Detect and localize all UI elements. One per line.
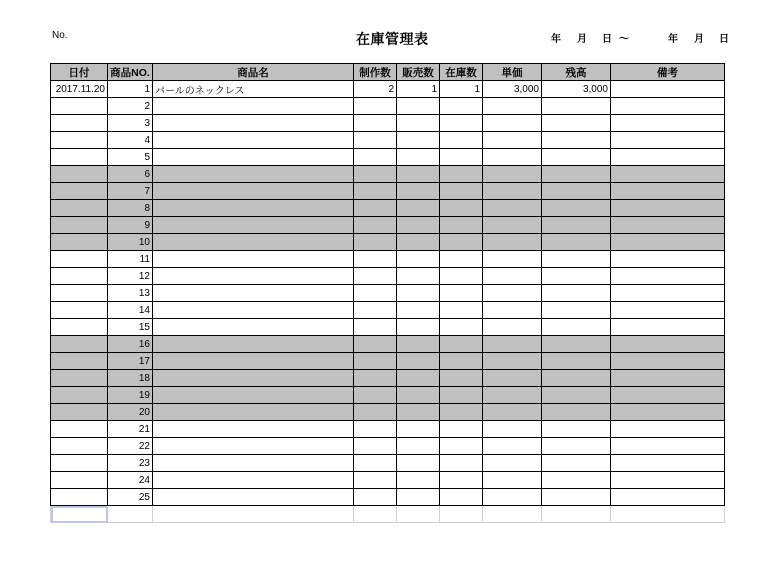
- table-row: [51, 336, 725, 353]
- cell-stock-qty[interactable]: [440, 455, 483, 472]
- cell-remarks[interactable]: [611, 370, 725, 387]
- cell-sales-qty[interactable]: [397, 404, 440, 421]
- cell-stock-qty[interactable]: [440, 183, 483, 200]
- period-start-day-label: 日: [602, 34, 612, 45]
- cell-product-name[interactable]: [153, 489, 354, 506]
- cell-production-qty[interactable]: [354, 217, 397, 234]
- cell-sales-qty[interactable]: [397, 166, 440, 183]
- cell-product-name[interactable]: [153, 166, 354, 183]
- cell-product-name[interactable]: [153, 285, 354, 302]
- period-start-year-label: 年: [551, 34, 561, 45]
- cell-product-name[interactable]: [153, 234, 354, 251]
- cell-product-no[interactable]: 7: [108, 183, 153, 200]
- cell-unit-price[interactable]: [483, 472, 542, 489]
- cell-unit-price[interactable]: [483, 234, 542, 251]
- cell-product-name[interactable]: [153, 251, 354, 268]
- cell-product-name[interactable]: パールのネックレス: [153, 81, 354, 98]
- cell-sales-qty[interactable]: [397, 183, 440, 200]
- empty-cell[interactable]: [542, 506, 611, 523]
- cell-unit-price[interactable]: [483, 268, 542, 285]
- cell-balance[interactable]: [542, 268, 611, 285]
- cell-balance[interactable]: [542, 132, 611, 149]
- empty-row: [51, 506, 725, 523]
- cell-date[interactable]: [51, 455, 108, 472]
- cell-unit-price[interactable]: [483, 251, 542, 268]
- cell-stock-qty[interactable]: [440, 166, 483, 183]
- cell-remarks[interactable]: [611, 387, 725, 404]
- cell-unit-price[interactable]: [483, 200, 542, 217]
- cell-remarks[interactable]: [611, 234, 725, 251]
- cell-sales-qty[interactable]: [397, 200, 440, 217]
- empty-cell[interactable]: [153, 506, 354, 523]
- cell-production-qty[interactable]: [354, 404, 397, 421]
- cell-remarks[interactable]: [611, 438, 725, 455]
- cell-product-no[interactable]: 18: [108, 370, 153, 387]
- selected-cell[interactable]: [51, 506, 108, 523]
- cell-product-name[interactable]: [153, 472, 354, 489]
- cell-remarks[interactable]: [611, 166, 725, 183]
- cell-balance[interactable]: [542, 302, 611, 319]
- cell-remarks[interactable]: [611, 183, 725, 200]
- table-row: [51, 455, 725, 472]
- cell-stock-qty[interactable]: [440, 302, 483, 319]
- cell-product-no[interactable]: 17: [108, 353, 153, 370]
- cell-product-name[interactable]: [153, 200, 354, 217]
- cell-product-no[interactable]: 2: [108, 98, 153, 115]
- cell-production-qty[interactable]: [354, 421, 397, 438]
- cell-production-qty[interactable]: [354, 183, 397, 200]
- cell-sales-qty[interactable]: [397, 370, 440, 387]
- cell-product-no[interactable]: 20: [108, 404, 153, 421]
- cell-stock-qty[interactable]: [440, 234, 483, 251]
- cell-stock-qty[interactable]: [440, 404, 483, 421]
- cell-balance[interactable]: [542, 455, 611, 472]
- cell-remarks[interactable]: [611, 336, 725, 353]
- table-row: [51, 387, 725, 404]
- cell-balance[interactable]: [542, 404, 611, 421]
- table-row: [51, 98, 725, 115]
- cell-remarks[interactable]: [611, 81, 725, 98]
- cell-unit-price[interactable]: [483, 217, 542, 234]
- cell-production-qty[interactable]: [354, 319, 397, 336]
- cell-balance[interactable]: [542, 200, 611, 217]
- cell-unit-price[interactable]: [483, 302, 542, 319]
- cell-date[interactable]: [51, 489, 108, 506]
- table-row: [51, 472, 725, 489]
- empty-cell[interactable]: [108, 506, 153, 523]
- cell-date[interactable]: [51, 404, 108, 421]
- cell-remarks[interactable]: [611, 217, 725, 234]
- cell-production-qty[interactable]: [354, 234, 397, 251]
- cell-product-name[interactable]: [153, 98, 354, 115]
- cell-balance[interactable]: [542, 387, 611, 404]
- cell-date[interactable]: [51, 200, 108, 217]
- cell-product-name[interactable]: [153, 353, 354, 370]
- cell-product-no[interactable]: 5: [108, 149, 153, 166]
- cell-remarks[interactable]: [611, 302, 725, 319]
- table-row: [51, 234, 725, 251]
- cell-product-name[interactable]: [153, 268, 354, 285]
- cell-remarks[interactable]: [611, 132, 725, 149]
- cell-stock-qty[interactable]: [440, 115, 483, 132]
- cell-balance[interactable]: [542, 149, 611, 166]
- cell-product-no[interactable]: 22: [108, 438, 153, 455]
- cell-stock-qty[interactable]: [440, 285, 483, 302]
- cell-unit-price[interactable]: [483, 98, 542, 115]
- cell-production-qty[interactable]: [354, 336, 397, 353]
- table-row: [51, 404, 725, 421]
- cell-balance[interactable]: [542, 217, 611, 234]
- table-row: [51, 370, 725, 387]
- cell-production-qty[interactable]: [354, 115, 397, 132]
- empty-cell[interactable]: [611, 506, 725, 523]
- cell-product-name[interactable]: [153, 438, 354, 455]
- cell-date[interactable]: [51, 387, 108, 404]
- cell-sales-qty[interactable]: [397, 217, 440, 234]
- table-row: [51, 81, 725, 98]
- cell-date[interactable]: [51, 302, 108, 319]
- cell-sales-qty[interactable]: [397, 251, 440, 268]
- table-row: [51, 251, 725, 268]
- cell-stock-qty[interactable]: [440, 251, 483, 268]
- cell-product-no[interactable]: 14: [108, 302, 153, 319]
- cell-remarks[interactable]: [611, 98, 725, 115]
- cell-product-name[interactable]: [153, 115, 354, 132]
- cell-balance[interactable]: [542, 336, 611, 353]
- cell-production-qty[interactable]: [354, 149, 397, 166]
- cell-unit-price[interactable]: 3,000: [483, 81, 542, 98]
- period-end-month-label: 月: [694, 34, 704, 45]
- cell-production-qty[interactable]: [354, 251, 397, 268]
- cell-remarks[interactable]: [611, 489, 725, 506]
- cell-unit-price[interactable]: [483, 132, 542, 149]
- cell-sales-qty[interactable]: [397, 421, 440, 438]
- cell-product-name[interactable]: [153, 404, 354, 421]
- cell-product-no[interactable]: 19: [108, 387, 153, 404]
- column-header-product-no[interactable]: 商品NO.: [108, 64, 153, 81]
- cell-remarks[interactable]: [611, 472, 725, 489]
- table-row: [51, 115, 725, 132]
- cell-stock-qty[interactable]: [440, 438, 483, 455]
- cell-production-qty[interactable]: [354, 370, 397, 387]
- cell-balance[interactable]: [542, 183, 611, 200]
- cell-balance[interactable]: [542, 370, 611, 387]
- cell-sales-qty[interactable]: 1: [397, 81, 440, 98]
- cell-production-qty[interactable]: [354, 200, 397, 217]
- cell-product-name[interactable]: [153, 319, 354, 336]
- cell-product-no[interactable]: 12: [108, 268, 153, 285]
- cell-date[interactable]: [51, 472, 108, 489]
- cell-unit-price[interactable]: [483, 370, 542, 387]
- cell-stock-qty[interactable]: [440, 370, 483, 387]
- cell-balance[interactable]: [542, 472, 611, 489]
- table-row: [51, 149, 725, 166]
- inventory-table: [50, 63, 725, 523]
- cell-product-no[interactable]: 8: [108, 200, 153, 217]
- empty-cell[interactable]: [354, 506, 397, 523]
- column-header-sales-qty[interactable]: 販売数: [397, 64, 440, 81]
- table-row: [51, 166, 725, 183]
- cell-stock-qty[interactable]: [440, 149, 483, 166]
- cell-remarks[interactable]: [611, 149, 725, 166]
- cell-date[interactable]: [51, 421, 108, 438]
- cell-production-qty[interactable]: [354, 132, 397, 149]
- cell-product-no[interactable]: 10: [108, 234, 153, 251]
- column-header-production-qty[interactable]: 制作数: [354, 64, 397, 81]
- cell-sales-qty[interactable]: [397, 489, 440, 506]
- column-header-date[interactable]: 日付: [51, 64, 108, 81]
- cell-balance[interactable]: 3,000: [542, 81, 611, 98]
- cell-unit-price[interactable]: [483, 387, 542, 404]
- column-header-balance[interactable]: 残高: [542, 64, 611, 81]
- cell-balance[interactable]: [542, 251, 611, 268]
- cell-stock-qty[interactable]: [440, 319, 483, 336]
- period-start-month-label: 月: [577, 34, 587, 45]
- table-row: [51, 353, 725, 370]
- table-row: [51, 217, 725, 234]
- cell-unit-price[interactable]: [483, 489, 542, 506]
- cell-product-no[interactable]: 16: [108, 336, 153, 353]
- cell-production-qty[interactable]: [354, 285, 397, 302]
- cell-product-no[interactable]: 3: [108, 115, 153, 132]
- cell-production-qty[interactable]: [354, 438, 397, 455]
- cell-sales-qty[interactable]: [397, 115, 440, 132]
- cell-product-no[interactable]: 13: [108, 285, 153, 302]
- cell-sales-qty[interactable]: [397, 132, 440, 149]
- cell-remarks[interactable]: [611, 421, 725, 438]
- cell-product-name[interactable]: [153, 387, 354, 404]
- cell-date[interactable]: [51, 217, 108, 234]
- cell-product-no[interactable]: 23: [108, 455, 153, 472]
- cell-date[interactable]: [51, 166, 108, 183]
- cell-sales-qty[interactable]: [397, 234, 440, 251]
- table-row: [51, 285, 725, 302]
- cell-stock-qty[interactable]: [440, 200, 483, 217]
- cell-unit-price[interactable]: [483, 404, 542, 421]
- cell-sales-qty[interactable]: [397, 268, 440, 285]
- table-row: [51, 302, 725, 319]
- cell-product-no[interactable]: 24: [108, 472, 153, 489]
- cell-stock-qty[interactable]: 1: [440, 81, 483, 98]
- cell-sales-qty[interactable]: [397, 353, 440, 370]
- cell-sales-qty[interactable]: [397, 285, 440, 302]
- cell-sales-qty[interactable]: [397, 302, 440, 319]
- cell-balance[interactable]: [542, 98, 611, 115]
- cell-remarks[interactable]: [611, 353, 725, 370]
- cell-production-qty[interactable]: [354, 472, 397, 489]
- cell-date[interactable]: 2017.11.20: [51, 81, 108, 98]
- cell-product-name[interactable]: [153, 336, 354, 353]
- cell-remarks[interactable]: [611, 115, 725, 132]
- cell-balance[interactable]: [542, 234, 611, 251]
- document-number-label: No.: [52, 30, 68, 41]
- cell-stock-qty[interactable]: [440, 353, 483, 370]
- cell-date[interactable]: [51, 370, 108, 387]
- table-row: [51, 200, 725, 217]
- cell-unit-price[interactable]: [483, 285, 542, 302]
- cell-product-name[interactable]: [153, 149, 354, 166]
- cell-date[interactable]: [51, 98, 108, 115]
- empty-cell[interactable]: [440, 506, 483, 523]
- cell-sales-qty[interactable]: [397, 149, 440, 166]
- cell-stock-qty[interactable]: [440, 98, 483, 115]
- cell-remarks[interactable]: [611, 268, 725, 285]
- table-row: [51, 421, 725, 438]
- table-row: [51, 438, 725, 455]
- cell-sales-qty[interactable]: [397, 438, 440, 455]
- empty-cell[interactable]: [397, 506, 440, 523]
- cell-stock-qty[interactable]: [440, 387, 483, 404]
- period-end-year-label: 年: [668, 34, 678, 45]
- cell-balance[interactable]: [542, 285, 611, 302]
- cell-stock-qty[interactable]: [440, 217, 483, 234]
- cell-date[interactable]: [51, 268, 108, 285]
- cell-date[interactable]: [51, 319, 108, 336]
- cell-production-qty[interactable]: [354, 166, 397, 183]
- cell-date[interactable]: [51, 183, 108, 200]
- page-title: 在庫管理表: [356, 31, 429, 47]
- cell-sales-qty[interactable]: [397, 319, 440, 336]
- cell-date[interactable]: [51, 149, 108, 166]
- cell-unit-price[interactable]: [483, 166, 542, 183]
- table-row: [51, 319, 725, 336]
- table-header-row: [51, 64, 725, 81]
- cell-stock-qty[interactable]: [440, 336, 483, 353]
- cell-production-qty[interactable]: [354, 268, 397, 285]
- cell-unit-price[interactable]: [483, 149, 542, 166]
- cell-unit-price[interactable]: [483, 319, 542, 336]
- cell-date[interactable]: [51, 285, 108, 302]
- cell-balance[interactable]: [542, 421, 611, 438]
- cell-unit-price[interactable]: [483, 455, 542, 472]
- cell-unit-price[interactable]: [483, 115, 542, 132]
- cell-product-no[interactable]: 9: [108, 217, 153, 234]
- empty-cell[interactable]: [483, 506, 542, 523]
- cell-date[interactable]: [51, 115, 108, 132]
- cell-product-name[interactable]: [153, 370, 354, 387]
- cell-unit-price[interactable]: [483, 421, 542, 438]
- table-row: [51, 268, 725, 285]
- cell-balance[interactable]: [542, 115, 611, 132]
- cell-balance[interactable]: [542, 438, 611, 455]
- cell-product-no[interactable]: 11: [108, 251, 153, 268]
- cell-product-no[interactable]: 15: [108, 319, 153, 336]
- cell-sales-qty[interactable]: [397, 472, 440, 489]
- column-header-remarks[interactable]: 備考: [611, 64, 725, 81]
- cell-date[interactable]: [51, 353, 108, 370]
- column-header-unit-price[interactable]: 単価: [483, 64, 542, 81]
- cell-product-no[interactable]: 21: [108, 421, 153, 438]
- cell-date[interactable]: [51, 336, 108, 353]
- cell-product-no[interactable]: 6: [108, 166, 153, 183]
- cell-date[interactable]: [51, 132, 108, 149]
- column-header-product-name[interactable]: 商品名: [153, 64, 354, 81]
- cell-sales-qty[interactable]: [397, 455, 440, 472]
- cell-product-name[interactable]: [153, 421, 354, 438]
- cell-stock-qty[interactable]: [440, 489, 483, 506]
- cell-sales-qty[interactable]: [397, 387, 440, 404]
- cell-unit-price[interactable]: [483, 353, 542, 370]
- cell-remarks[interactable]: [611, 455, 725, 472]
- cell-product-no[interactable]: 25: [108, 489, 153, 506]
- cell-remarks[interactable]: [611, 251, 725, 268]
- cell-date[interactable]: [51, 251, 108, 268]
- cell-remarks[interactable]: [611, 319, 725, 336]
- cell-production-qty[interactable]: [354, 353, 397, 370]
- cell-production-qty[interactable]: [354, 455, 397, 472]
- cell-production-qty[interactable]: [354, 302, 397, 319]
- cell-stock-qty[interactable]: [440, 421, 483, 438]
- cell-stock-qty[interactable]: [440, 268, 483, 285]
- table-row: [51, 132, 725, 149]
- cell-product-no[interactable]: 1: [108, 81, 153, 98]
- cell-production-qty[interactable]: [354, 489, 397, 506]
- cell-stock-qty[interactable]: [440, 132, 483, 149]
- column-header-stock-qty[interactable]: 在庫数: [440, 64, 483, 81]
- table-row: [51, 183, 725, 200]
- period-end-day-label: 日: [719, 34, 729, 45]
- cell-balance[interactable]: [542, 166, 611, 183]
- cell-production-qty[interactable]: 2: [354, 81, 397, 98]
- cell-date[interactable]: [51, 438, 108, 455]
- period-separator: ～: [619, 34, 629, 45]
- cell-unit-price[interactable]: [483, 336, 542, 353]
- cell-sales-qty[interactable]: [397, 336, 440, 353]
- cell-balance[interactable]: [542, 319, 611, 336]
- table-row: [51, 489, 725, 506]
- cell-stock-qty[interactable]: [440, 472, 483, 489]
- cell-remarks[interactable]: [611, 404, 725, 421]
- cell-sales-qty[interactable]: [397, 98, 440, 115]
- cell-product-name[interactable]: [153, 183, 354, 200]
- cell-product-no[interactable]: 4: [108, 132, 153, 149]
- cell-product-name[interactable]: [153, 455, 354, 472]
- cell-product-name[interactable]: [153, 302, 354, 319]
- cell-production-qty[interactable]: [354, 387, 397, 404]
- cell-production-qty[interactable]: [354, 98, 397, 115]
- cell-product-name[interactable]: [153, 217, 354, 234]
- cell-balance[interactable]: [542, 353, 611, 370]
- cell-remarks[interactable]: [611, 200, 725, 217]
- cell-unit-price[interactable]: [483, 438, 542, 455]
- cell-unit-price[interactable]: [483, 183, 542, 200]
- cell-balance[interactable]: [542, 489, 611, 506]
- cell-product-name[interactable]: [153, 132, 354, 149]
- cell-remarks[interactable]: [611, 285, 725, 302]
- cell-date[interactable]: [51, 234, 108, 251]
